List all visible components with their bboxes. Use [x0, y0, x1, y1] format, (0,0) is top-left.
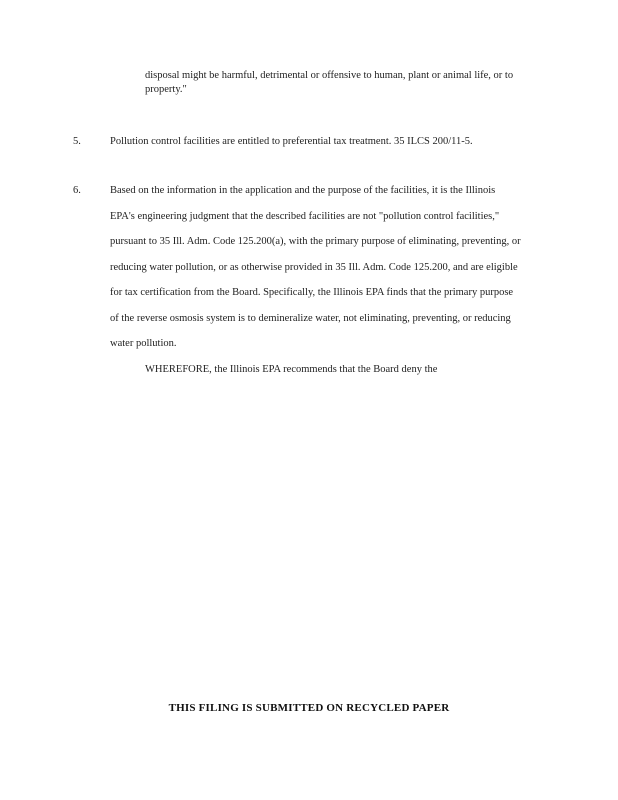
- paragraph-6-line-3: pursuant to 35 Ill. Adm. Code 125.200(a), with the primary purpose of eliminating, preventing, or: [110, 236, 521, 247]
- quote-line-2: property.": [145, 84, 187, 95]
- wherefore-clause: WHEREFORE, the Illinois EPA recommends that the Board deny the: [145, 364, 438, 375]
- paragraph-6-line-5: for tax certification from the Board. Specifically, the Illinois EPA finds that the primary purpose: [110, 287, 514, 298]
- paragraph-number-6: 6.: [73, 185, 81, 196]
- paragraph-6-line-6: of the reverse osmosis system is to demineralize water, not eliminating, preventing, or reducing: [110, 313, 511, 324]
- paragraph-6-line-4: reducing water pollution, or as otherwise provided in 35 Ill. Adm. Code 125.200, and are eligible: [110, 262, 518, 273]
- paragraph-6-line-7: water pollution.: [110, 338, 177, 349]
- paragraph-6-line-2: EPA's engineering judgment that the described facilities are not "pollution control facilities,": [110, 211, 500, 222]
- recycled-paper-footer: THIS FILING IS SUBMITTED ON RECYCLED PAPER: [168, 702, 450, 714]
- paragraph-5-line-1: Pollution control facilities are entitled to preferential tax treatment. 35 ILCS 200/11-5.: [110, 136, 473, 147]
- paragraph-6-line-1: Based on the information in the application and the purpose of the facilities, it is the Illinois: [110, 185, 496, 196]
- paragraph-number-5: 5.: [73, 136, 81, 147]
- quote-line-1: disposal might be harmful, detrimental or offensive to human, plant or animal life, or to: [145, 70, 514, 81]
